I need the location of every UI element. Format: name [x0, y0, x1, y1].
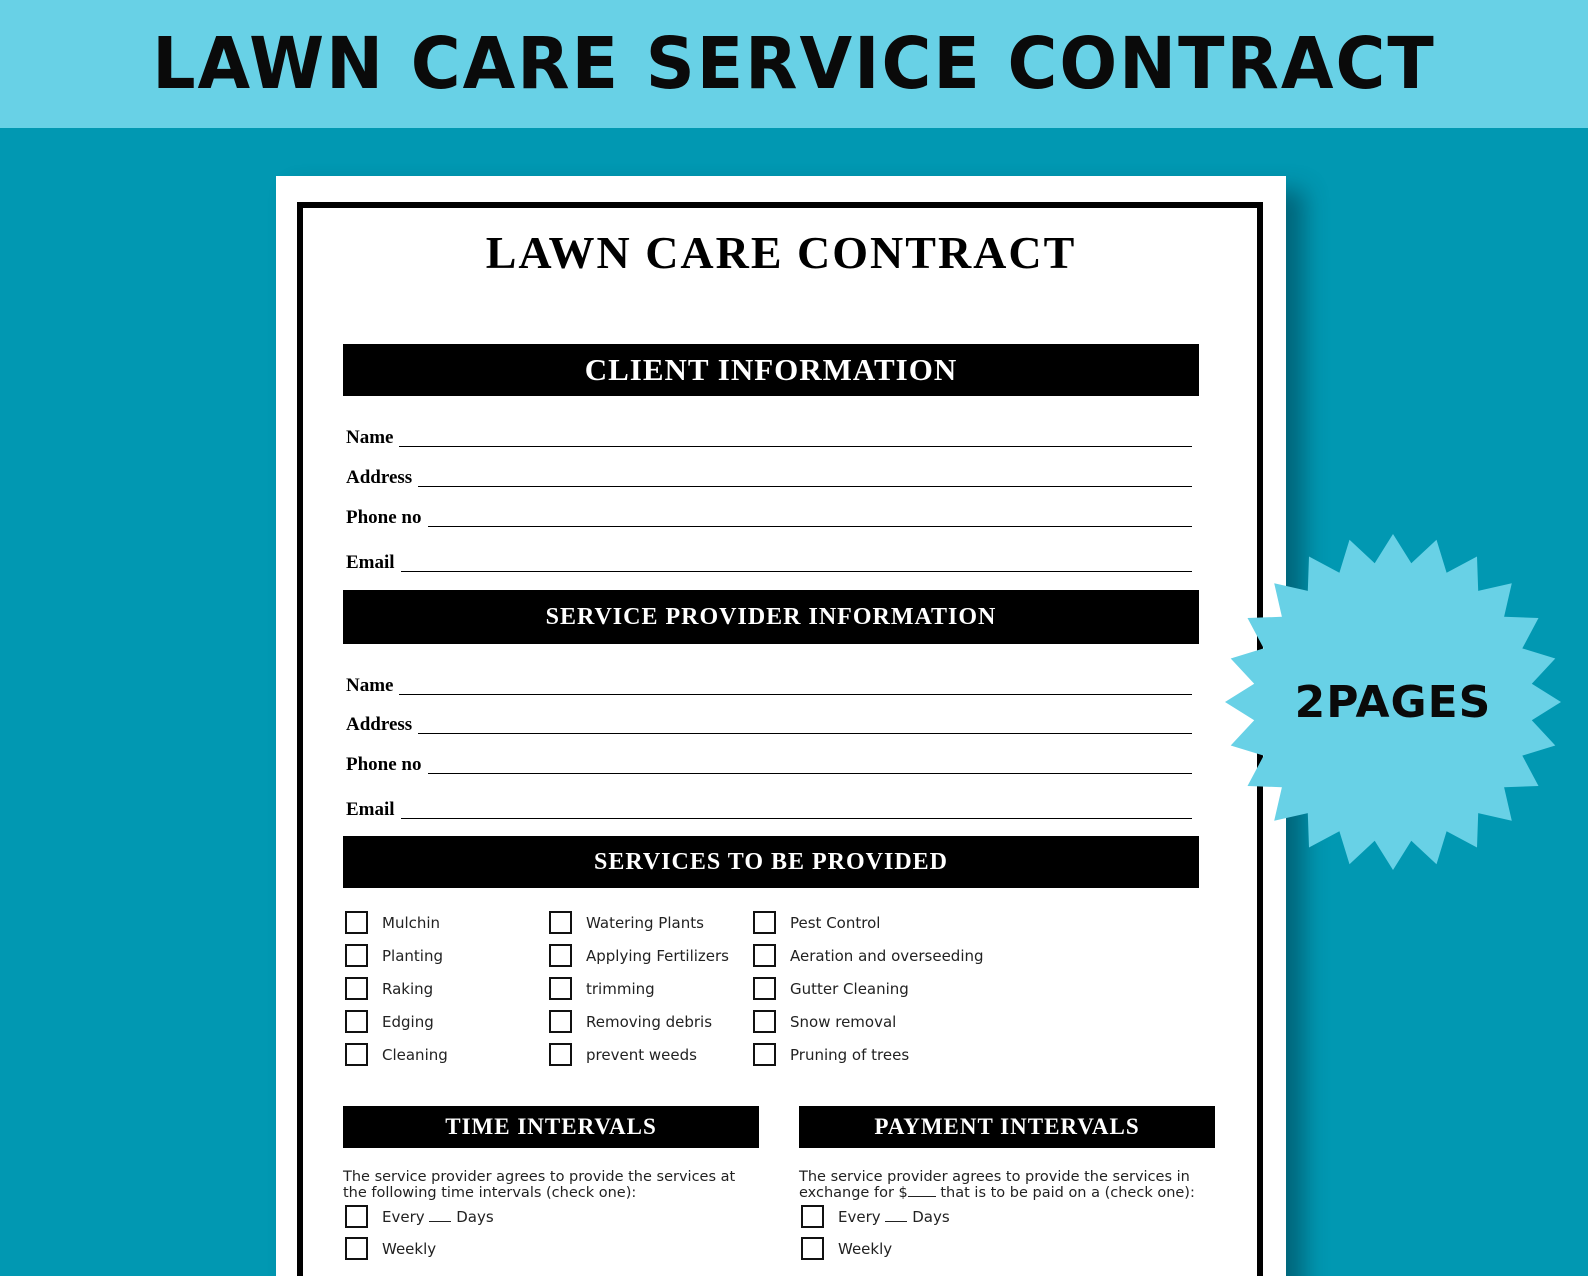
- payment-intervals-heading-text: PAYMENT INTERVALS: [874, 1114, 1140, 1139]
- days-blank[interactable]: [429, 1221, 451, 1222]
- service-option-aeration[interactable]: [753, 944, 984, 967]
- field-label: Name: [346, 427, 394, 448]
- time-option-every-days[interactable]: [345, 1205, 494, 1228]
- checkbox[interactable]: [345, 911, 368, 934]
- option-label: Weekly: [838, 1239, 893, 1258]
- service-option-mulchin[interactable]: [345, 911, 440, 934]
- service-label: Aeration and overseeding: [790, 946, 984, 965]
- document-title: LAWN CARE CONTRACT: [485, 227, 1077, 278]
- client-phone-field[interactable]: [346, 497, 1192, 527]
- fill-line[interactable]: [428, 773, 1193, 774]
- field-label: Email: [346, 552, 395, 573]
- option-pre: Every: [382, 1207, 425, 1226]
- fill-line[interactable]: [399, 446, 1192, 447]
- client-name-field[interactable]: [346, 417, 1192, 447]
- checkbox[interactable]: [801, 1237, 824, 1260]
- time-intervals-heading-text: TIME INTERVALS: [445, 1114, 657, 1139]
- top-banner: [0, 0, 1588, 128]
- checkbox[interactable]: [753, 1043, 776, 1066]
- service-label: Edging: [382, 1012, 434, 1031]
- payment-intervals-text: [799, 1169, 1211, 1201]
- service-option-cleaning[interactable]: [345, 1043, 448, 1066]
- checkbox[interactable]: [345, 977, 368, 1000]
- checkbox[interactable]: [345, 944, 368, 967]
- checkbox[interactable]: [549, 1010, 572, 1033]
- service-label: trimming: [586, 979, 655, 998]
- client-info-heading-text: CLIENT INFORMATION: [584, 352, 958, 387]
- client-info-heading: [343, 344, 1199, 396]
- checkbox[interactable]: [345, 1237, 368, 1260]
- amount-blank[interactable]: [908, 1196, 936, 1197]
- time-intervals-text: The service provider agrees to provide the services at the following time intervals (check one):: [343, 1169, 736, 1201]
- service-option-edging[interactable]: [345, 1010, 434, 1033]
- client-address-field[interactable]: [346, 457, 1192, 487]
- service-option-applying-fertilizers[interactable]: [549, 944, 729, 967]
- service-option-snow-removal[interactable]: [753, 1010, 896, 1033]
- service-option-gutter-cleaning[interactable]: [753, 977, 909, 1000]
- checkbox[interactable]: [753, 911, 776, 934]
- provider-email-field[interactable]: [346, 789, 1192, 819]
- time-intervals-heading: [343, 1106, 759, 1148]
- service-label: Removing debris: [586, 1012, 713, 1031]
- checkbox[interactable]: [753, 977, 776, 1000]
- contract-page: [276, 176, 1286, 1276]
- option-label: [382, 1208, 494, 1226]
- provider-info-heading-text: SERVICE PROVIDER INFORMATION: [545, 603, 997, 630]
- service-option-raking[interactable]: [345, 977, 433, 1000]
- fill-line[interactable]: [418, 733, 1192, 734]
- fill-line[interactable]: [399, 694, 1192, 695]
- payment-option-weekly[interactable]: [801, 1237, 892, 1260]
- option-label: [838, 1208, 950, 1226]
- service-label: Watering Plants: [586, 913, 704, 932]
- checkbox[interactable]: [345, 1205, 368, 1228]
- option-post: Days: [912, 1207, 950, 1226]
- payment-text-before: The service provider agrees to provide the services in exchange for $: [799, 1169, 1190, 1201]
- badge-label: 2PAGES: [1294, 676, 1492, 728]
- service-option-pruning[interactable]: [753, 1043, 909, 1066]
- service-option-planting[interactable]: [345, 944, 443, 967]
- checkbox[interactable]: [549, 911, 572, 934]
- service-label: Cleaning: [382, 1045, 448, 1064]
- checkbox[interactable]: [549, 944, 572, 967]
- service-label: prevent weeds: [586, 1045, 697, 1064]
- service-label: Pruning of trees: [790, 1045, 910, 1064]
- service-option-removing-debris[interactable]: [549, 1010, 712, 1033]
- field-label: Email: [346, 799, 395, 820]
- payment-text-after: that is to be paid on a (check one):: [935, 1185, 1195, 1201]
- option-pre: Every: [838, 1207, 881, 1226]
- banner-title: LAWN CARE SERVICE CONTRACT: [152, 22, 1436, 106]
- days-blank[interactable]: [885, 1221, 907, 1222]
- service-option-trimming[interactable]: [549, 977, 655, 1000]
- service-label: Applying Fertilizers: [586, 946, 729, 965]
- service-option-prevent-weeds[interactable]: [549, 1043, 697, 1066]
- fill-line[interactable]: [418, 486, 1192, 487]
- checkbox[interactable]: [753, 1010, 776, 1033]
- field-label: Address: [346, 467, 413, 488]
- service-label: Pest Control: [790, 913, 881, 932]
- provider-address-field[interactable]: [346, 704, 1192, 734]
- service-label: Snow removal: [790, 1012, 897, 1031]
- client-email-field[interactable]: [346, 542, 1192, 572]
- service-option-watering-plants[interactable]: [549, 911, 704, 934]
- time-option-weekly[interactable]: [345, 1237, 436, 1260]
- payment-intervals-heading: [799, 1106, 1215, 1148]
- service-option-pest-control[interactable]: [753, 911, 880, 934]
- option-post: Days: [456, 1207, 494, 1226]
- checkbox[interactable]: [549, 977, 572, 1000]
- checkbox[interactable]: [345, 1010, 368, 1033]
- checkbox[interactable]: [549, 1043, 572, 1066]
- services-heading: [343, 836, 1199, 888]
- payment-option-every-days[interactable]: [801, 1205, 950, 1228]
- fill-line[interactable]: [401, 818, 1192, 819]
- fill-line[interactable]: [428, 526, 1193, 527]
- service-label: Planting: [382, 946, 443, 965]
- checkbox[interactable]: [753, 944, 776, 967]
- provider-info-heading: [343, 590, 1199, 644]
- provider-phone-field[interactable]: [346, 744, 1192, 774]
- field-label: Phone no: [346, 754, 422, 775]
- service-label: Gutter Cleaning: [790, 979, 909, 998]
- service-label: Mulchin: [382, 913, 441, 932]
- service-label: Raking: [382, 979, 434, 998]
- field-label: Address: [346, 714, 413, 735]
- field-label: Phone no: [346, 507, 422, 528]
- services-heading-text: SERVICES TO BE PROVIDED: [593, 848, 949, 875]
- field-label: Name: [346, 675, 394, 696]
- checkbox[interactable]: [345, 1043, 368, 1066]
- checkbox[interactable]: [801, 1205, 824, 1228]
- fill-line[interactable]: [401, 571, 1192, 572]
- option-label: Weekly: [382, 1239, 437, 1258]
- provider-name-field[interactable]: [346, 665, 1192, 695]
